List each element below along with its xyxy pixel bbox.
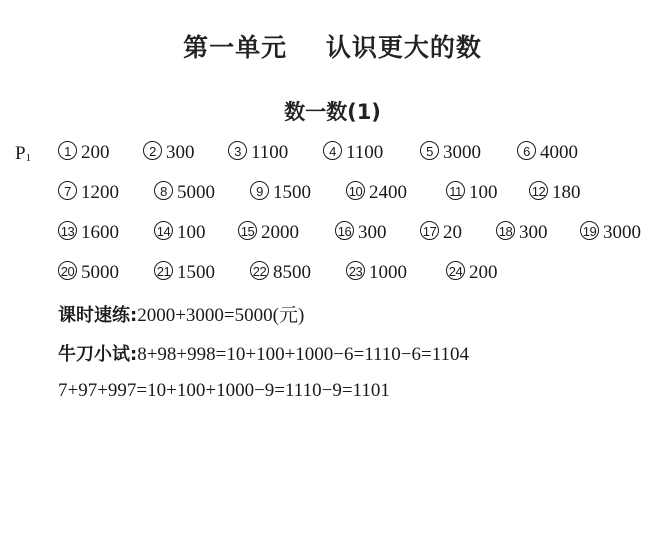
answer-value: 2000 [261, 222, 299, 243]
answer-value: 200 [469, 262, 498, 283]
answer-number: 15 [238, 221, 257, 240]
answer-item [250, 261, 311, 284]
section-title: 数一数(1) [284, 100, 381, 124]
answer-number: 8 [154, 181, 173, 200]
answer-item [154, 181, 215, 204]
answer-number: 23 [346, 261, 365, 280]
challenge-line-1 [58, 340, 469, 366]
page-label-number: 1 [25, 152, 32, 164]
page-label-letter: P [15, 143, 26, 164]
answer-value: 1200 [81, 182, 119, 203]
answer-row [0, 181, 665, 209]
answer-item [58, 221, 119, 244]
answer-item [238, 221, 299, 244]
answer-value: 1100 [346, 142, 384, 163]
answer-value: 3000 [443, 142, 481, 163]
challenge-label: 牛刀小试: [58, 344, 138, 365]
answer-number: 24 [446, 261, 465, 280]
answer-value: 5000 [81, 262, 119, 283]
answer-value: 5000 [177, 182, 215, 203]
answer-value: 200 [81, 142, 110, 163]
answer-value: 1600 [81, 222, 119, 243]
answer-row [0, 141, 665, 169]
practice-expression: 2000+3000=5000(元) [137, 305, 305, 326]
answer-number: 3 [228, 141, 247, 160]
answer-value: 2400 [369, 182, 407, 203]
answer-item [335, 221, 387, 244]
answer-item [323, 141, 383, 164]
answer-value: 300 [166, 142, 195, 163]
answer-value: 1100 [251, 142, 289, 163]
practice-line [58, 300, 304, 327]
answer-item [420, 141, 481, 164]
answer-value: 1500 [273, 182, 311, 203]
answer-value: 300 [519, 222, 548, 243]
answer-number: 1 [58, 141, 77, 160]
answer-value: 4000 [540, 142, 578, 163]
answer-value: 1500 [177, 262, 215, 283]
answer-number: 22 [250, 261, 269, 280]
answer-number: 5 [420, 141, 439, 160]
answer-number: 16 [335, 221, 354, 240]
challenge-expression-2: 7+97+997=10+100+1000−9=1110−9=1101 [58, 380, 390, 401]
answer-number: 19 [580, 221, 599, 240]
answer-number: 11 [446, 181, 465, 200]
answer-number: 17 [420, 221, 439, 240]
answer-value: 180 [552, 182, 581, 203]
answer-item [143, 141, 195, 164]
answer-item [446, 181, 498, 204]
answer-row [0, 221, 665, 249]
answer-number: 2 [143, 141, 162, 160]
answer-number: 12 [529, 181, 548, 200]
practice-label: 课时速练: [58, 305, 138, 326]
answer-value: 100 [177, 222, 206, 243]
answer-item [58, 261, 119, 284]
answer-number: 7 [58, 181, 77, 200]
answer-number: 13 [58, 221, 77, 240]
answer-item [250, 181, 311, 204]
answer-number: 10 [346, 181, 365, 200]
answer-item [446, 261, 498, 284]
answer-item [517, 141, 578, 164]
answer-number: 18 [496, 221, 515, 240]
answer-row [0, 261, 665, 289]
answer-value: 3000 [603, 222, 641, 243]
answer-item [154, 221, 206, 244]
answer-item [228, 141, 288, 164]
answer-number: 4 [323, 141, 342, 160]
page-title: 第一单元 认识更大的数 [183, 33, 482, 62]
challenge-line-2 [58, 380, 390, 402]
answer-item [529, 181, 581, 204]
answer-item [58, 141, 110, 164]
answer-value: 8500 [273, 262, 311, 283]
answer-number: 21 [154, 261, 173, 280]
answer-item [346, 261, 407, 284]
answer-value: 20 [443, 222, 462, 243]
answer-item [580, 221, 641, 244]
answer-number: 6 [517, 141, 536, 160]
answer-value: 1000 [369, 262, 407, 283]
answer-number: 20 [58, 261, 77, 280]
answer-item [154, 261, 215, 284]
answer-number: 14 [154, 221, 173, 240]
answer-item [58, 181, 119, 204]
answer-value: 100 [469, 182, 498, 203]
answer-item [420, 221, 462, 244]
answer-value: 300 [358, 222, 387, 243]
answer-item [346, 181, 407, 204]
challenge-expression-1: 8+98+998=10+100+1000−6=1110−6=1104 [137, 344, 470, 365]
answer-number: 9 [250, 181, 269, 200]
answer-item [496, 221, 548, 244]
